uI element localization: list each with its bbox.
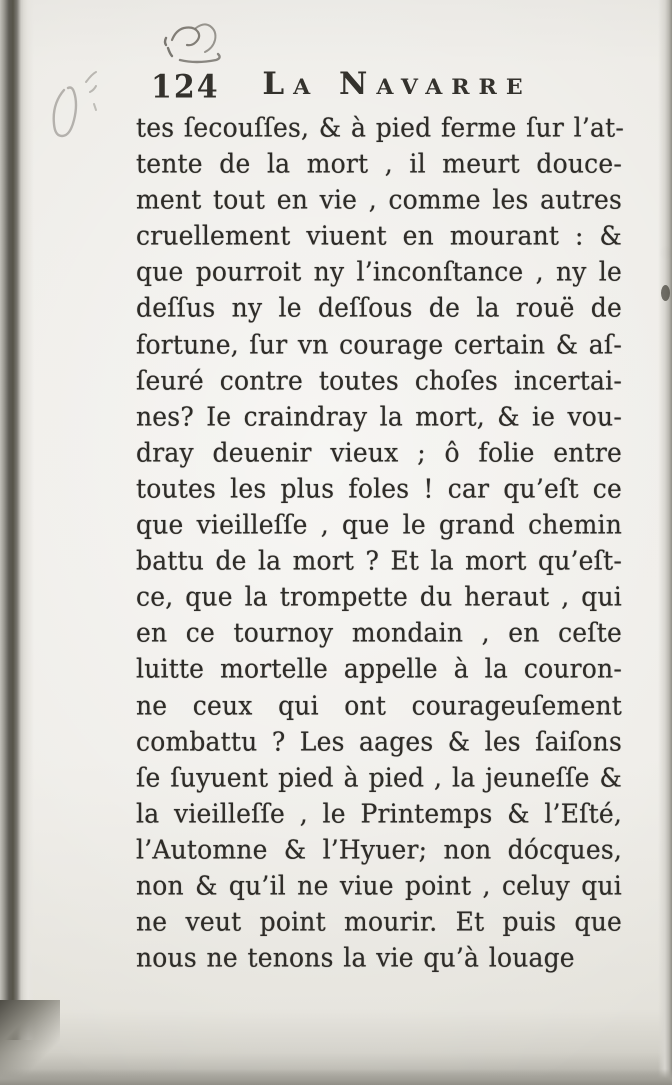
text-line: que vieilleſſe , que le grand chemin: [136, 509, 622, 540]
text-line: que pourroit ny l’inconſtance , ny le: [136, 256, 622, 287]
text-line: ne veut point mourir. Et puis que: [136, 906, 622, 937]
text-line: luitte mortelle appelle à la couron-: [136, 653, 622, 684]
binding-gutter-shadow: [0, 0, 34, 1040]
running-header: [137, 66, 621, 108]
text-line: la vieilleſſe , le Printemps & l’Eſté,: [136, 798, 622, 829]
text-line: tente de la mort , il meurt douce-: [136, 148, 622, 179]
text-line: fortune, ſur vn courage certain & aſ-: [136, 328, 622, 360]
text-line: cruellement viuent en mourant : &: [136, 220, 622, 251]
text-line: en ce tournoy mondain , en ceſte: [136, 617, 622, 648]
page-bottom-edge: [0, 1069, 672, 1085]
text-line: toutes les plus foles ! car qu’eſt ce: [136, 473, 622, 504]
ink-spot: [661, 285, 670, 301]
text-line: non & qu’il ne viue point , celuy qui: [136, 870, 622, 901]
pencil-curl-icon: [42, 62, 112, 152]
text-line: nes? Ie craindray la mort, & ie vou-: [136, 401, 622, 432]
text-line: ſeuré contre toutes choſes incertai-: [136, 365, 622, 396]
text-line: battu de la mort ? Et la mort qu’eſt-: [136, 545, 622, 576]
text-line: l’Automne & l’Hyuer; non dócques,: [136, 834, 622, 865]
running-title: La Navarre: [262, 66, 532, 102]
text-line: combattu ? Les aages & les ſaiſons: [136, 725, 622, 757]
text-line: nous ne tenons la vie qu’à louage: [136, 942, 575, 973]
page-right-edge: [658, 0, 672, 1085]
text-line: ne ceux qui ont courageuſement: [136, 689, 622, 721]
page-number: 124: [151, 69, 220, 106]
body-text: [136, 110, 622, 976]
ink-scribble-icon: [158, 12, 238, 70]
text-line: ment tout en vie , comme les autres: [136, 184, 622, 215]
text-line: dray deuenir vieux ; ô folie entre: [136, 437, 622, 468]
text-line: tes ſecouſſes, & à pied ferme ſur l’at-: [136, 112, 624, 143]
text-line: ce, que la trompette du heraut , qui: [136, 581, 622, 612]
text-line: ſe ſuyuent pied à pied , la jeuneſſe &: [136, 762, 622, 793]
text-line: deſſus ny le deſſous de la rouë de: [136, 292, 622, 324]
